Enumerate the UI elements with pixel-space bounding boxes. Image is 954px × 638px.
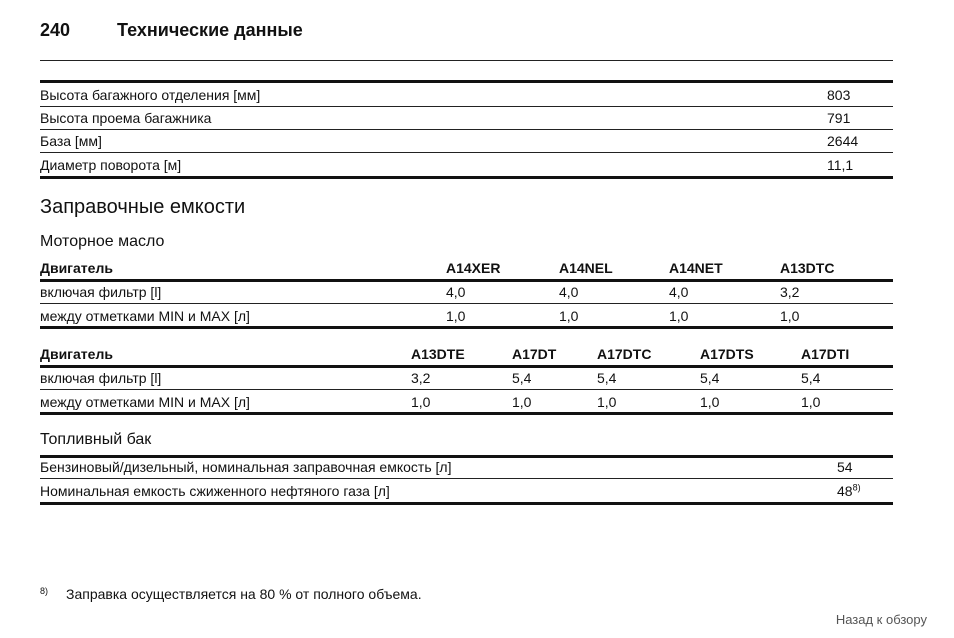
dimension-value: 791 <box>827 110 851 126</box>
oil-value: 3,2 <box>780 284 800 300</box>
table-header-rule <box>40 365 893 368</box>
footnote-reference[interactable]: 8) <box>852 482 861 493</box>
oil-value: 1,0 <box>801 394 821 410</box>
row-divider <box>40 129 893 130</box>
oil-value: 1,0 <box>669 308 689 324</box>
table-top-rule <box>40 455 893 458</box>
row-divider <box>40 478 893 479</box>
oil-value: 5,4 <box>801 370 821 386</box>
dimension-value: 11,1 <box>827 157 854 173</box>
oil-value: 1,0 <box>411 394 431 410</box>
engine-header: A17DTC <box>597 346 652 362</box>
engine-header: A17DTI <box>801 346 850 362</box>
fuel-value-number: 54 <box>837 459 853 475</box>
oil-row-label: между отметками MIN и MAX [л] <box>40 308 250 324</box>
oil-row-label: между отметками MIN и MAX [л] <box>40 394 250 410</box>
dimension-label: База [мм] <box>40 133 102 149</box>
dimension-value: 2644 <box>827 133 859 149</box>
oil-value: 1,0 <box>512 394 532 410</box>
back-to-overview-link[interactable]: Назад к обзору <box>835 612 927 627</box>
oil-value: 5,4 <box>700 370 720 386</box>
oil-row-label: включая фильтр [l] <box>40 370 162 386</box>
oil-value: 4,0 <box>669 284 689 300</box>
table-bottom-rule <box>40 176 893 179</box>
row-divider <box>40 106 893 107</box>
oil-value: 5,4 <box>597 370 617 386</box>
oil-value: 1,0 <box>446 308 466 324</box>
engine-header: A14XER <box>446 260 501 276</box>
dimension-label: Высота проема багажника <box>40 110 212 126</box>
row-divider <box>40 389 893 390</box>
table-bottom-rule <box>40 502 893 505</box>
fuel-subtitle: Топливный бак <box>40 431 152 448</box>
dimension-label: Высота багажного отделения [мм] <box>40 87 261 103</box>
table-bottom-rule <box>40 326 893 329</box>
oil-value: 1,0 <box>559 308 579 324</box>
oil-value: 1,0 <box>780 308 800 324</box>
row-divider <box>40 152 893 153</box>
oil-value: 1,0 <box>597 394 617 410</box>
table-top-rule <box>40 80 893 83</box>
table-bottom-rule <box>40 412 893 415</box>
fuel-row-label: Номинальная емкость сжиженного нефтяного газа [л] <box>40 483 390 499</box>
engine-header-label: Двигатель <box>40 260 113 276</box>
dimension-value: 803 <box>827 87 851 103</box>
fuel-row-label: Бензиновый/дизельный, номинальная заправочная емкость [л] <box>40 459 452 475</box>
table-header-rule <box>40 279 893 282</box>
oil-value: 3,2 <box>411 370 431 386</box>
fuel-value <box>837 483 861 500</box>
engine-header: A13DTC <box>780 260 835 276</box>
engine-header: A17DT <box>512 346 557 362</box>
oil-value: 4,0 <box>559 284 579 300</box>
page-number: 240 <box>40 20 71 40</box>
row-divider <box>40 303 893 304</box>
dimension-label: Диаметр поворота [м] <box>40 157 182 173</box>
oil-row-label: включая фильтр [l] <box>40 284 162 300</box>
engine-header: A14NET <box>669 260 723 276</box>
header-divider <box>40 60 893 61</box>
engine-header: A14NEL <box>559 260 613 276</box>
footnote-mark: 8) <box>40 586 49 596</box>
oil-subtitle: Моторное масло <box>40 233 165 250</box>
section-title: Заправочные емкости <box>40 196 246 218</box>
oil-value: 4,0 <box>446 284 466 300</box>
engine-header: A17DTS <box>700 346 754 362</box>
engine-header-label: Двигатель <box>40 346 113 362</box>
fuel-value-number: 48 <box>837 483 853 499</box>
footnote-text: Заправка осуществляется на 80 % от полного объема. <box>66 586 422 602</box>
engine-header: A13DTE <box>411 346 465 362</box>
oil-value: 1,0 <box>700 394 720 410</box>
oil-value: 5,4 <box>512 370 532 386</box>
page-title: Технические данные <box>117 20 303 40</box>
fuel-value <box>837 459 853 476</box>
